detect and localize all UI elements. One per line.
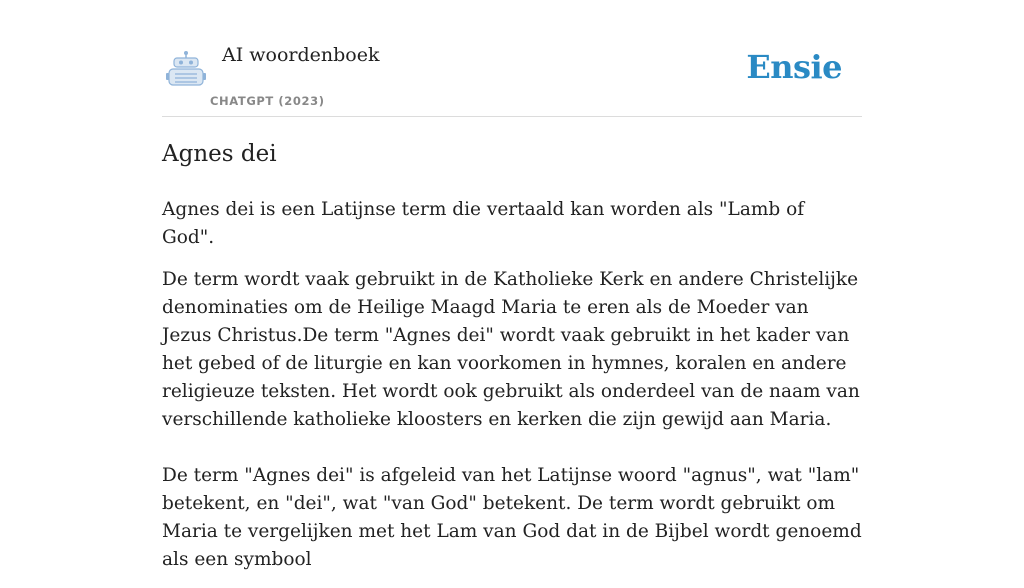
source-title: AI woordenboek [222, 44, 380, 66]
brand-logo-link[interactable]: Ensie [746, 48, 842, 86]
entry-paragraph: De term wordt vaak gebruikt in de Katholieke Kerk en andere Christelijke denominaties om de Heilige Maagd Maria te eren als de Moeder van Jezus Christus.De term "Agnes dei" wordt vaak gebruikt in het kader van het gebed of de liturgie en kan voorkomen in hymnes, koralen en andere religieuze teksten. Het wordt ook gebruikt als onderdeel van de naam van verschillende katholieke kloosters en kerken die zijn gewijd aan Maria. [162, 269, 860, 430]
entry-paragraph: De term "Agnes dei" is afgeleid van het Latijnse woord "agnus", wat "lam" betekent, en "dei", wat "van God" betekent. De term wordt gebruikt om Maria te vergelijken met het Lam van God dat in de Bijbel wordt genoemd als een symbool [162, 465, 862, 570]
source-header [162, 0, 862, 117]
entry-paragraph: Agnes dei is een Latijnse term die vertaald kan worden als "Lamb of God". [162, 199, 805, 248]
source-subtitle: CHATGPT (2023) [210, 94, 325, 108]
entry-content [162, 138, 862, 588]
robot-icon [166, 50, 206, 90]
entry-title: Agnes dei [162, 141, 277, 167]
